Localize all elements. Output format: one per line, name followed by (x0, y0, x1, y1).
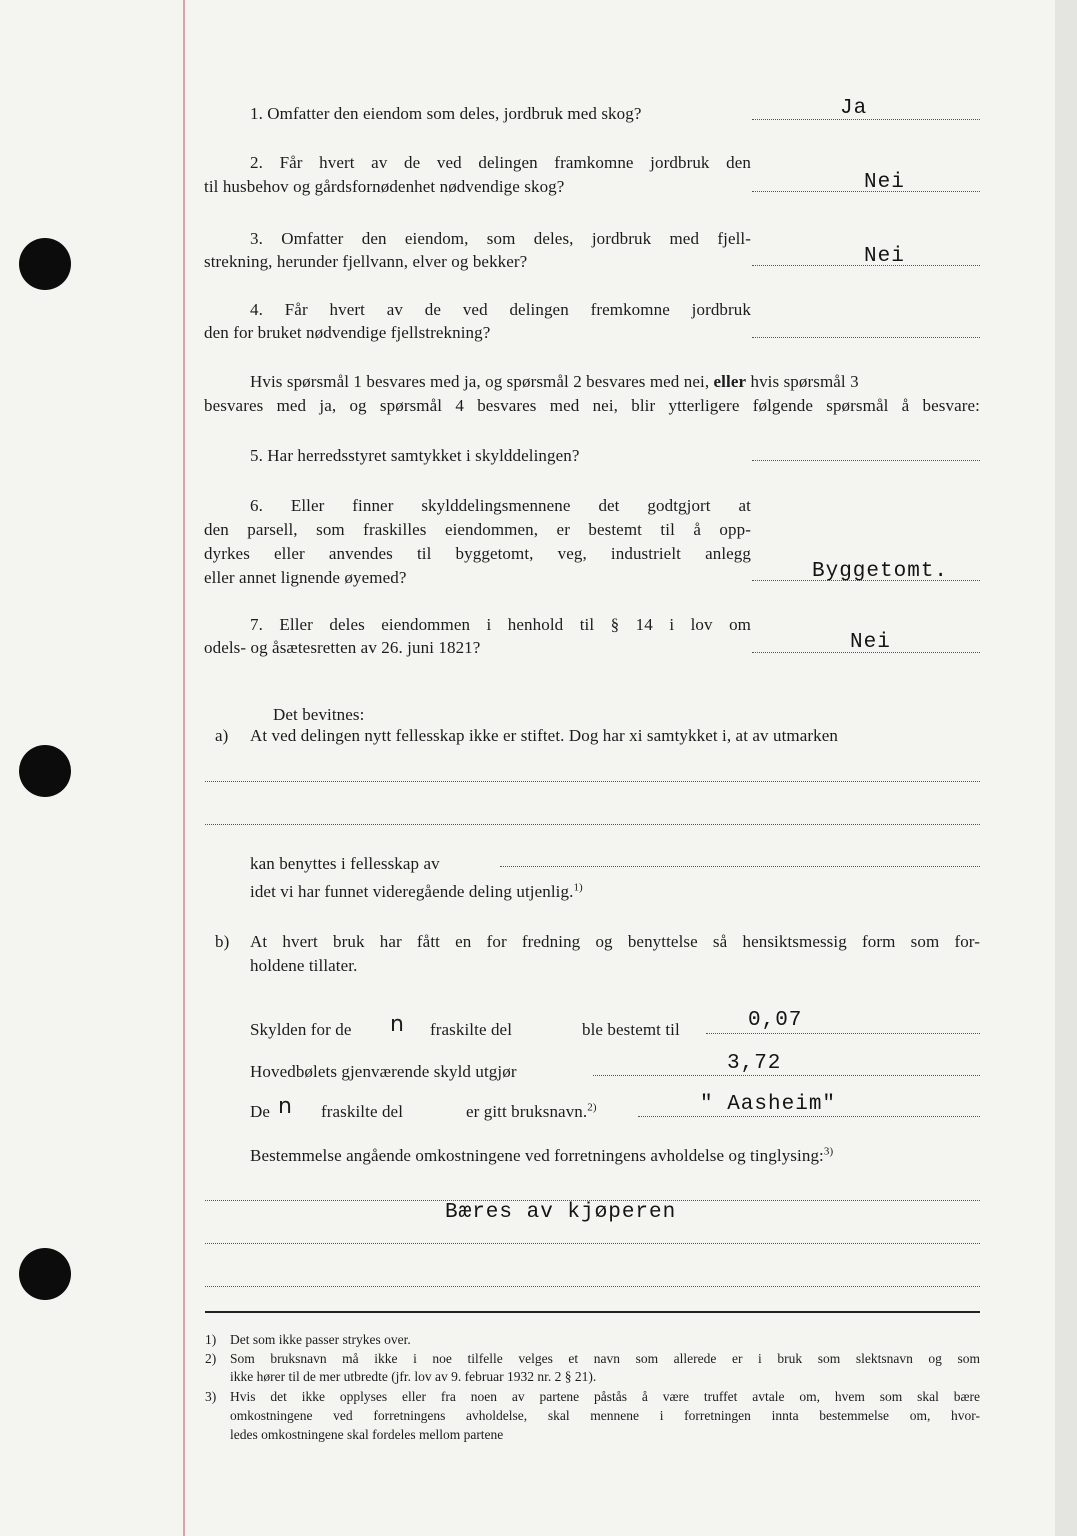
attest-blank-line (205, 781, 980, 782)
question-6-line-1: 6. Eller finner skylddelingsmennene det godtgjort at (250, 496, 751, 515)
attest-a-line-3: kan benyttes i fellesskap av (250, 854, 440, 873)
question-6-line-2: den parsell, som fraskilles eiendommen, er bestemt til å opp- (204, 520, 751, 539)
question-1: 1. Omfatter den eiendom som deles, jordbruk med skog? (250, 104, 642, 123)
skyld-label: Skylden for de (250, 1020, 352, 1039)
cost-label: Bestemmelse angående omkostningene ved forretningens avholdelse og tinglysing:$^{3)}$ (250, 1145, 834, 1165)
skyld-label-part: fraskilte del (430, 1020, 513, 1039)
bruksnavn-label: De (250, 1102, 271, 1121)
margin-rule (183, 0, 185, 1536)
scan-edge (1055, 0, 1077, 1536)
bruksnavn-label-part: fraskilte del (321, 1102, 404, 1121)
hoved-line (593, 1075, 980, 1076)
attest-a-line-4: idet vi har funnet videregående deling utjenlig.$^{1)}$ (250, 881, 583, 901)
bruksnavn-label-part: er gitt bruksnavn.$^{2)}$ (466, 1101, 597, 1121)
bruksnavn-value: " Aasheim" (700, 1093, 837, 1116)
answer-6: Byggetomt. (812, 560, 949, 583)
question-6-line-3: dyrkes eller anvendes til byggetomt, veg, industrielt anlegg (204, 544, 751, 563)
attest-b-label: b) (215, 932, 230, 951)
footnote-rule (205, 1311, 980, 1313)
question-4-line-2: den for bruket nødvendige fjellstrekning? (204, 323, 491, 342)
answer-line-5 (752, 460, 980, 461)
question-4-line-1: 4. Får hvert av de ved delingen fremkomne jordbruk (250, 300, 751, 319)
attest-a-label: a) (215, 726, 229, 745)
cost-value: Bæres av kjøperen (445, 1201, 677, 1224)
footnote-1-mark: 1) (205, 1332, 217, 1347)
footnote-3-line-2: omkostningene ved forretningens avholdelse, skal mennene i forretningen innta bestemmelse om, hvor- (230, 1408, 980, 1423)
skyld-handwritten: n (390, 1012, 404, 1037)
footnote-1: Det som ikke passer strykes over. (230, 1332, 411, 1347)
cost-line (205, 1243, 980, 1244)
answer-2: Nei (864, 171, 905, 194)
attest-heading: Det bevitnes: (273, 705, 365, 724)
footnote-2-mark: 2) (205, 1351, 217, 1366)
punch-hole (19, 238, 71, 290)
skyld-value: 0,07 (748, 1009, 803, 1032)
footnote-3-line-3: ledes omkostningene skal fordeles mellom partene (230, 1427, 504, 1442)
question-7-line-2: odels- og åsætesretten av 26. juni 1821? (204, 638, 481, 657)
footnote-2-line-1: Som bruksnavn må ikke i noe tilfelle velges et navn som allerede er i bruk som slektsnavn og som (230, 1351, 980, 1366)
question-2-line-2: til husbehov og gårdsfornødenhet nødvendige skog? (204, 177, 565, 196)
attest-blank-line (205, 824, 980, 825)
attest-b-line-2: holdene tillater. (250, 956, 358, 975)
cost-line (205, 1286, 980, 1287)
question-3-line-2: strekning, herunder fjellvann, elver og bekker? (204, 252, 528, 271)
footnote-2-line-2: ikke hører til de mer utbredte (jfr. lov av 9. februar 1932 nr. 2 § 21). (230, 1369, 597, 1384)
answer-3: Nei (864, 245, 905, 268)
question-2-line-1: 2. Får hvert av de ved delingen framkomne jordbruk den (250, 153, 751, 172)
footnote-3-line-1: Hvis det ikke opplyses eller fra noen av partene påstås å være truffet avtale om, hvem som skal bære (230, 1389, 980, 1404)
punch-hole (19, 1248, 71, 1300)
condition-line-1: Hvis spørsmål 1 besvares med ja, og spørsmål 2 besvares med nei, eller hvis spørsmål 3 (250, 372, 859, 391)
attest-a-text: At ved delingen nytt fellesskap ikke er stiftet. Dog har xi samtykket i, at av utmarken (250, 726, 838, 745)
question-7-line-1: 7. Eller deles eiendommen i henhold til § 14 i lov om (250, 615, 751, 634)
question-5: 5. Har herredsstyret samtykket i skylddelingen? (250, 446, 580, 465)
footnote-3-mark: 3) (205, 1389, 217, 1404)
answer-line-4 (752, 337, 980, 338)
attest-b-line-1: At hvert bruk har fått en for fredning og benyttelse så hensiktsmessig form som for- (250, 932, 980, 951)
hoved-label: Hovedbølets gjenværende skyld utgjør (250, 1062, 517, 1081)
hoved-value: 3,72 (727, 1052, 782, 1075)
answer-7: Nei (850, 631, 891, 654)
bruksnavn-handwritten: n (278, 1094, 292, 1119)
condition-line-2: besvares med ja, og spørsmål 4 besvares med nei, blir ytterligere følgende spørsmål å besvare: (204, 396, 980, 415)
skyld-label-part: ble bestemt til (582, 1020, 680, 1039)
question-6-line-4: eller annet lignende øyemed? (204, 568, 407, 587)
answer-1: Ja (840, 97, 868, 120)
question-3-line-1: 3. Omfatter den eiendom, som deles, jordbruk med fjell- (250, 229, 751, 248)
punch-hole (19, 745, 71, 797)
attest-fellesskap-line (500, 866, 980, 867)
